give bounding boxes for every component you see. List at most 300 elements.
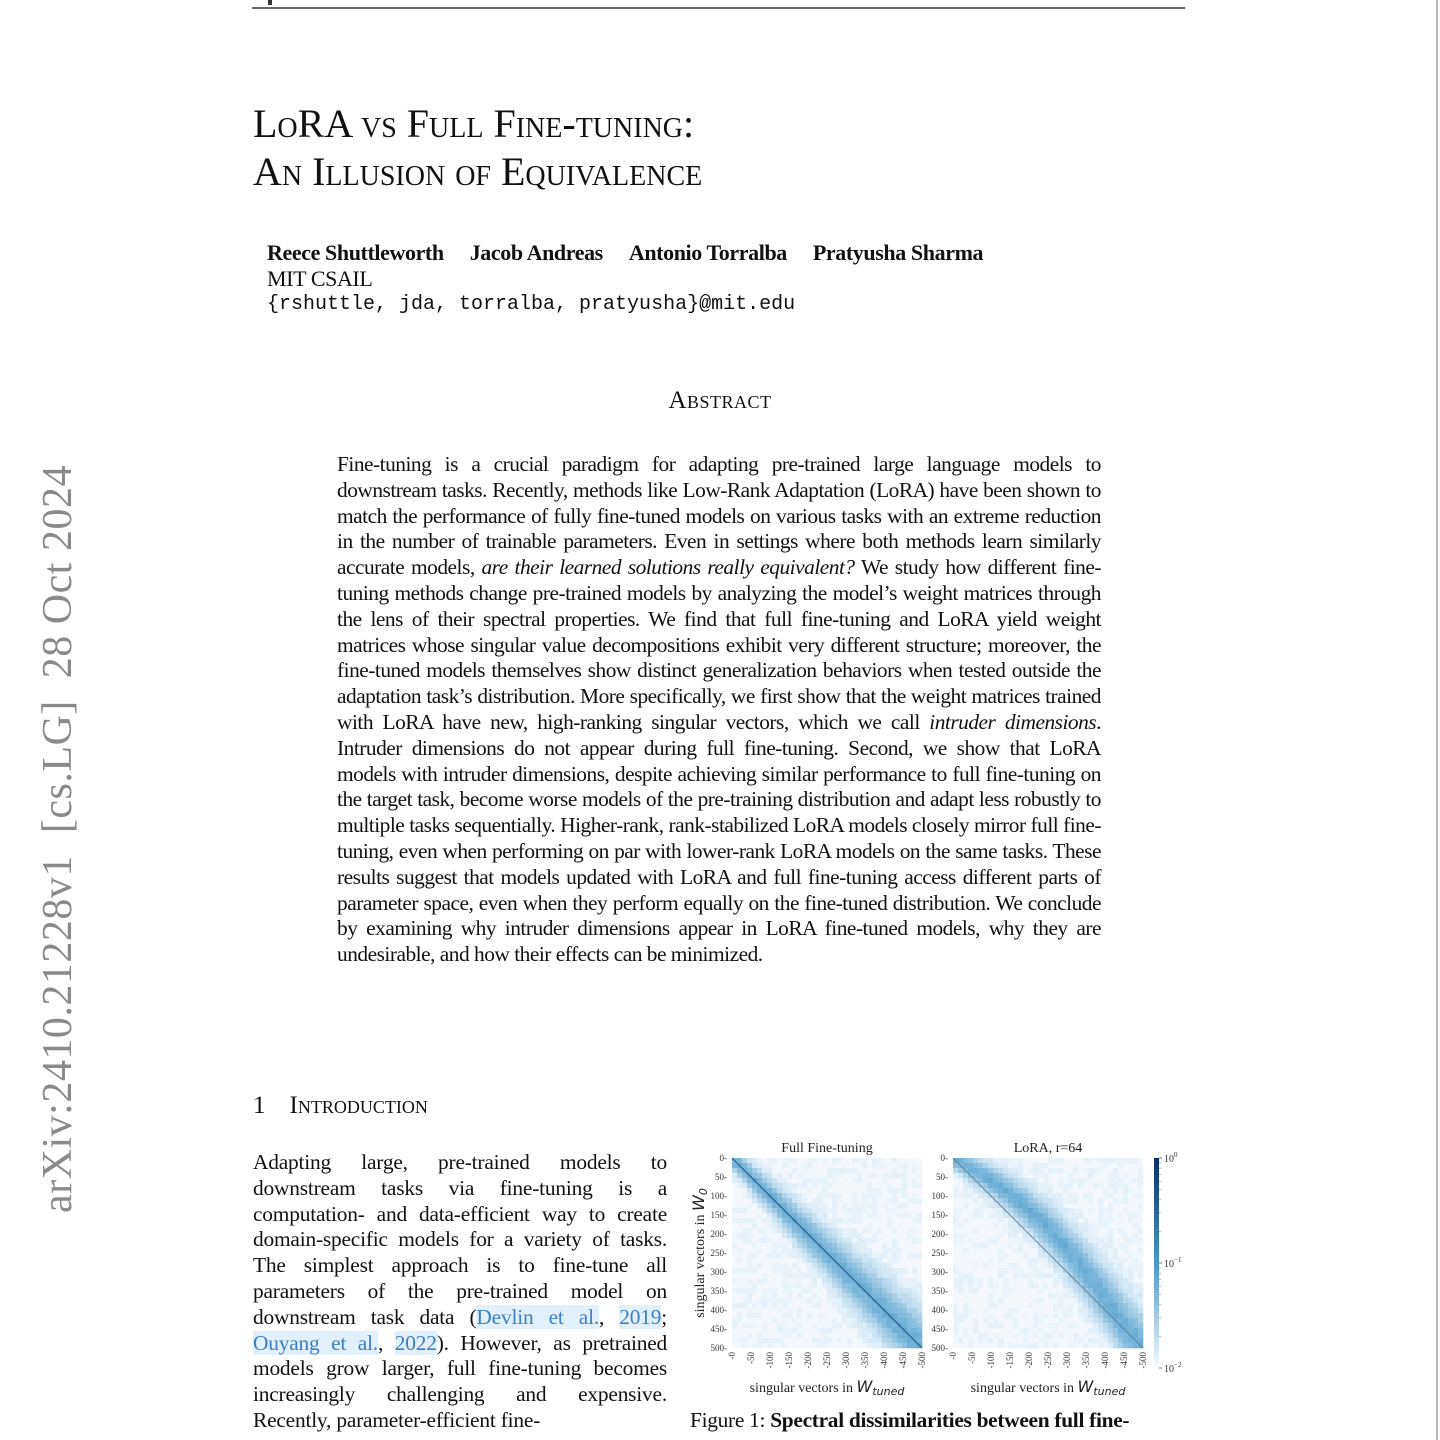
heatmap-cell bbox=[1108, 1258, 1113, 1263]
heatmap-cell bbox=[877, 1193, 882, 1198]
heatmap-cell bbox=[832, 1228, 837, 1233]
heatmap-cell bbox=[882, 1303, 887, 1308]
heatmap-cell bbox=[1033, 1218, 1038, 1223]
heatmap-cell bbox=[902, 1298, 907, 1303]
heatmap-cell bbox=[867, 1238, 872, 1243]
heatmap-cell bbox=[1068, 1293, 1073, 1298]
heatmap-cell bbox=[1028, 1328, 1033, 1333]
heatmap-cell bbox=[897, 1188, 902, 1193]
heatmap-cell bbox=[1058, 1273, 1063, 1278]
heatmap-cell bbox=[1053, 1233, 1058, 1238]
heatmap-cell bbox=[777, 1323, 782, 1328]
heatmap-cell bbox=[842, 1303, 847, 1308]
heatmap-cell bbox=[963, 1178, 968, 1183]
heatmap-cell bbox=[988, 1303, 993, 1308]
heatmap-cell bbox=[847, 1338, 852, 1343]
heatmap-cell bbox=[1053, 1228, 1058, 1233]
heatmap-cell bbox=[762, 1293, 767, 1298]
heatmap-cell bbox=[852, 1288, 857, 1293]
heatmap-cell bbox=[842, 1218, 847, 1223]
heatmap-cell bbox=[832, 1288, 837, 1293]
heatmap-cell bbox=[767, 1253, 772, 1258]
heatmap-cell bbox=[742, 1183, 747, 1188]
y-tick-label: 250- bbox=[931, 1248, 948, 1258]
heatmap-cell bbox=[1058, 1333, 1063, 1338]
heatmap-cell bbox=[807, 1213, 812, 1218]
heatmap-cell bbox=[1118, 1268, 1123, 1273]
heatmap-cell bbox=[847, 1233, 852, 1238]
heatmap-cell bbox=[1078, 1248, 1083, 1253]
heatmap-cell bbox=[1098, 1343, 1103, 1348]
heatmap-cell bbox=[953, 1283, 958, 1288]
heatmap-cell bbox=[817, 1218, 822, 1223]
heatmap-cell bbox=[1118, 1338, 1123, 1343]
heatmap-cell bbox=[1083, 1303, 1088, 1308]
heatmap-cell bbox=[1013, 1263, 1018, 1268]
x-tick-label: -150 bbox=[784, 1352, 794, 1369]
heatmap-cell bbox=[1058, 1158, 1063, 1163]
heatmap-cell bbox=[1133, 1193, 1138, 1198]
heatmap-cell bbox=[963, 1158, 968, 1163]
heatmap-cell bbox=[1113, 1173, 1118, 1178]
heatmap-cell bbox=[973, 1173, 978, 1178]
heatmap-cell bbox=[1123, 1258, 1128, 1263]
heatmap-cell bbox=[1098, 1223, 1103, 1228]
colorbar-tick-exponent: −1 bbox=[1174, 1256, 1182, 1264]
heatmap-cell bbox=[1113, 1183, 1118, 1188]
heatmap-cell bbox=[797, 1333, 802, 1338]
heatmap-cell bbox=[1053, 1198, 1058, 1203]
heatmap-cell bbox=[1103, 1323, 1108, 1328]
heatmap-cell bbox=[1093, 1308, 1098, 1313]
heatmap-cell bbox=[732, 1323, 737, 1328]
heatmap-cell bbox=[1093, 1223, 1098, 1228]
heatmap-cell bbox=[797, 1203, 802, 1208]
heatmap-cell bbox=[1098, 1263, 1103, 1268]
heatmap-cell bbox=[1023, 1338, 1028, 1343]
section-title: Introduction bbox=[289, 1092, 428, 1119]
heatmap-cell bbox=[1023, 1208, 1028, 1213]
y-tick-label: 100- bbox=[931, 1191, 948, 1201]
heatmap-cell bbox=[1018, 1183, 1023, 1188]
heatmap-cell bbox=[1128, 1323, 1133, 1328]
author: Reece Shuttleworth bbox=[267, 240, 444, 265]
heatmap-cell bbox=[1053, 1268, 1058, 1273]
y-tick-label: 500- bbox=[931, 1343, 948, 1353]
heatmap-cell bbox=[892, 1208, 897, 1213]
heatmap-cell bbox=[747, 1158, 752, 1163]
heatmap-cell bbox=[958, 1338, 963, 1343]
heatmap-cell bbox=[1038, 1328, 1043, 1333]
heatmap-cell bbox=[852, 1268, 857, 1273]
heatmap-cell bbox=[1123, 1333, 1128, 1338]
heatmap-cell bbox=[772, 1318, 777, 1323]
heatmap-cell bbox=[953, 1263, 958, 1268]
heatmap-cell bbox=[837, 1288, 842, 1293]
heatmap-cell bbox=[742, 1268, 747, 1273]
heatmap-cell bbox=[862, 1243, 867, 1248]
heatmap-cell bbox=[1063, 1223, 1068, 1228]
heatmap-cell bbox=[812, 1213, 817, 1218]
heatmap-cell bbox=[1043, 1233, 1048, 1238]
heatmap-cell bbox=[897, 1213, 902, 1218]
heatmap-cell bbox=[782, 1213, 787, 1218]
heatmap-cell bbox=[897, 1268, 902, 1273]
heatmap-cell bbox=[1028, 1178, 1033, 1183]
heatmap-cell bbox=[892, 1343, 897, 1348]
heatmap-cell bbox=[802, 1203, 807, 1208]
heatmap-cell bbox=[897, 1318, 902, 1323]
heatmap-cell bbox=[877, 1288, 882, 1293]
y-tick-label: 450- bbox=[710, 1324, 727, 1334]
heatmap-cell bbox=[1133, 1293, 1138, 1298]
heatmap-cell bbox=[1128, 1338, 1133, 1343]
heatmap-cell bbox=[993, 1213, 998, 1218]
heatmap-cell bbox=[1003, 1168, 1008, 1173]
heatmap-cell bbox=[1093, 1313, 1098, 1318]
heatmap-cell bbox=[772, 1203, 777, 1208]
heatmap-cell bbox=[1118, 1243, 1123, 1248]
heatmap-cell bbox=[1063, 1213, 1068, 1218]
heatmap-cell bbox=[1098, 1323, 1103, 1328]
heatmap-cell bbox=[812, 1178, 817, 1183]
heatmap-cell bbox=[842, 1298, 847, 1303]
heatmap-cell bbox=[847, 1243, 852, 1248]
heatmap-cell bbox=[968, 1288, 973, 1293]
heatmap-cell bbox=[812, 1218, 817, 1223]
heatmap-cell bbox=[802, 1233, 807, 1238]
heatmap-cell bbox=[732, 1233, 737, 1238]
heatmap-cell bbox=[1038, 1273, 1043, 1278]
heatmap-cell bbox=[1058, 1178, 1063, 1183]
heatmap-cell bbox=[882, 1273, 887, 1278]
heatmap-cell bbox=[897, 1273, 902, 1278]
heatmap-cell bbox=[917, 1253, 922, 1258]
heatmap-cell bbox=[792, 1208, 797, 1213]
heatmap-cell bbox=[1048, 1208, 1053, 1213]
heatmap-cell bbox=[953, 1213, 958, 1218]
heatmap-cell bbox=[1008, 1228, 1013, 1233]
heatmap-cell bbox=[963, 1218, 968, 1223]
heatmap-cell bbox=[1008, 1193, 1013, 1198]
heatmap-cell bbox=[862, 1273, 867, 1278]
heatmap-cell bbox=[847, 1303, 852, 1308]
heatmap-cell bbox=[832, 1208, 837, 1213]
heatmap-cell bbox=[1023, 1218, 1028, 1223]
heatmap-cell bbox=[882, 1268, 887, 1273]
heatmap-cell bbox=[1078, 1253, 1083, 1258]
heatmap-cell bbox=[882, 1333, 887, 1338]
heatmap-cell bbox=[1068, 1303, 1073, 1308]
colorbar-tick-label: $10^0$ bbox=[1164, 1151, 1178, 1165]
heatmap-cell bbox=[842, 1168, 847, 1173]
heatmap-cell bbox=[787, 1328, 792, 1333]
heatmap-cell bbox=[827, 1183, 832, 1188]
heatmap-cell bbox=[817, 1228, 822, 1233]
heatmap-cell bbox=[1068, 1218, 1073, 1223]
heatmap-cell bbox=[1123, 1268, 1128, 1273]
heatmap-cell bbox=[812, 1208, 817, 1213]
heatmap-cell bbox=[1013, 1213, 1018, 1218]
heatmap-cell bbox=[877, 1308, 882, 1313]
heatmap-cell bbox=[1008, 1178, 1013, 1183]
heatmap-cell bbox=[902, 1343, 907, 1348]
heatmap-cell bbox=[1108, 1278, 1113, 1283]
heatmap-cell bbox=[1028, 1238, 1033, 1243]
heatmap-cell bbox=[852, 1203, 857, 1208]
heatmap-cell bbox=[867, 1308, 872, 1313]
heatmap-cell bbox=[787, 1218, 792, 1223]
heatmap-cell bbox=[822, 1178, 827, 1183]
heatmap-cell bbox=[1033, 1243, 1038, 1248]
heatmap-cell bbox=[787, 1308, 792, 1313]
heatmap-cell bbox=[782, 1298, 787, 1303]
heatmap-cell bbox=[1128, 1178, 1133, 1183]
heatmap-cell bbox=[837, 1168, 842, 1173]
heatmap-cell bbox=[1008, 1308, 1013, 1313]
heatmap-cell bbox=[767, 1158, 772, 1163]
heatmap-cell bbox=[1138, 1313, 1143, 1318]
heatmap-cell bbox=[792, 1328, 797, 1333]
heatmap-cell bbox=[1043, 1198, 1048, 1203]
heatmap-cell bbox=[787, 1248, 792, 1253]
heatmap-cell bbox=[837, 1293, 842, 1298]
x-tick-label: -450 bbox=[1119, 1352, 1129, 1369]
heatmap-cell bbox=[1128, 1263, 1133, 1268]
heatmap-cell bbox=[1038, 1193, 1043, 1198]
heatmap-cell bbox=[867, 1253, 872, 1258]
heatmap-cell bbox=[902, 1308, 907, 1313]
heatmap-cell bbox=[1083, 1313, 1088, 1318]
heatmap-cell bbox=[762, 1168, 767, 1173]
heatmap-cell bbox=[862, 1333, 867, 1338]
heatmap-cell bbox=[1123, 1198, 1128, 1203]
heatmap-cell bbox=[857, 1303, 862, 1308]
heatmap-cell bbox=[1098, 1268, 1103, 1273]
heatmap-cell bbox=[1043, 1208, 1048, 1213]
heatmap-cell bbox=[742, 1178, 747, 1183]
heatmap-cell bbox=[1058, 1268, 1063, 1273]
heatmap-cell bbox=[1093, 1258, 1098, 1263]
heatmap-cell bbox=[877, 1283, 882, 1288]
heatmap-cell bbox=[862, 1198, 867, 1203]
heatmap-cell bbox=[1108, 1288, 1113, 1293]
heatmap-cell bbox=[732, 1208, 737, 1213]
heatmap-cell bbox=[872, 1233, 877, 1238]
heatmap-cell bbox=[958, 1193, 963, 1198]
heatmap-cell bbox=[993, 1238, 998, 1243]
heatmap-cell bbox=[857, 1258, 862, 1263]
heatmap-cell bbox=[1128, 1283, 1133, 1288]
heatmap-cell bbox=[877, 1343, 882, 1348]
citation-year-link[interactable]: 2019 bbox=[619, 1304, 662, 1329]
heatmap-cell bbox=[998, 1158, 1003, 1163]
heatmap-cell bbox=[812, 1223, 817, 1228]
heatmap-cell bbox=[1028, 1188, 1033, 1193]
heatmap-cell bbox=[737, 1208, 742, 1213]
heatmap-cell bbox=[782, 1283, 787, 1288]
colorbar bbox=[1154, 1158, 1159, 1368]
heatmap-cell bbox=[887, 1293, 892, 1298]
heatmap-cell bbox=[968, 1193, 973, 1198]
heatmap-cell bbox=[772, 1213, 777, 1218]
heatmap-cell bbox=[822, 1238, 827, 1243]
page-edge bbox=[1436, 0, 1438, 1440]
heatmap-cell bbox=[1058, 1303, 1063, 1308]
heatmap-cell bbox=[742, 1303, 747, 1308]
heatmap-cell bbox=[747, 1288, 752, 1293]
heatmap-cell bbox=[867, 1283, 872, 1288]
abstract-text: . Intruder dimensions do not appear during full fine-tuning. Second, we show that LoRA models with intruder dimensions, despite achieving similar performance to full fine-tuning on the target task, become worse models of the pre-training distribution and adapt less robustly to multiple tasks sequentially. Higher-rank, rank-stabilized LoRA models closely mirror full fine-tuning, even when performing on par with lower-rank LoRA models on the same tasks. These results suggest that models updated with LoRA and full fine-tuning access different parts of parameter space, even when they perform equally on the fine-tuned distribution. We conclude by examining why intruder dimensions appear in LoRA fine-tuned models, why they are undesirable, and how their effects can be minimized. bbox=[337, 709, 1101, 967]
heatmap-cell bbox=[772, 1173, 777, 1178]
heatmap-cell bbox=[822, 1333, 827, 1338]
heatmap-cell bbox=[1028, 1243, 1033, 1248]
heatmap-cell bbox=[968, 1278, 973, 1283]
heatmap-cell bbox=[1003, 1198, 1008, 1203]
heatmap-cell bbox=[842, 1208, 847, 1213]
heatmap-cell bbox=[902, 1303, 907, 1308]
heatmap-cell bbox=[1053, 1283, 1058, 1288]
heatmap-cell bbox=[1003, 1288, 1008, 1293]
heatmap-cell bbox=[887, 1183, 892, 1188]
heatmap-cell bbox=[1083, 1308, 1088, 1313]
heatmap-cell bbox=[862, 1298, 867, 1303]
heatmap-cell bbox=[837, 1238, 842, 1243]
heatmap-cell bbox=[812, 1183, 817, 1188]
heatmap-cell bbox=[1073, 1208, 1078, 1213]
heatmap-cell bbox=[1128, 1318, 1133, 1323]
heatmap-cell bbox=[852, 1298, 857, 1303]
heatmap-cell bbox=[1113, 1328, 1118, 1333]
heatmap-cell bbox=[882, 1323, 887, 1328]
heatmap-cell bbox=[1028, 1183, 1033, 1188]
heatmap-cell bbox=[1103, 1343, 1108, 1348]
heatmap-cell bbox=[1068, 1208, 1073, 1213]
heatmap-cell bbox=[1028, 1223, 1033, 1228]
heatmap-cell bbox=[1093, 1328, 1098, 1333]
heatmap-cell bbox=[817, 1263, 822, 1268]
heatmap-cell bbox=[782, 1203, 787, 1208]
heatmap-cell bbox=[1083, 1268, 1088, 1273]
heatmap-cell bbox=[1013, 1188, 1018, 1193]
heatmap-cell bbox=[1103, 1288, 1108, 1293]
heatmap-cell bbox=[912, 1163, 917, 1168]
heatmap-cell bbox=[1123, 1288, 1128, 1293]
heatmap-cell bbox=[867, 1213, 872, 1218]
citation-link[interactable]: Devlin et al. bbox=[476, 1304, 599, 1329]
heatmap-cell bbox=[1113, 1338, 1118, 1343]
heatmap-cell bbox=[797, 1198, 802, 1203]
heatmap-cell bbox=[872, 1213, 877, 1218]
heatmap-cell bbox=[797, 1238, 802, 1243]
heatmap-cell bbox=[847, 1228, 852, 1233]
heatmap-cell bbox=[917, 1238, 922, 1243]
citation-link[interactable]: Ouyang et al. bbox=[253, 1330, 378, 1355]
heatmap-cell bbox=[988, 1163, 993, 1168]
heatmap-cell bbox=[1068, 1183, 1073, 1188]
heatmap-cell bbox=[757, 1203, 762, 1208]
heatmap-cell bbox=[1023, 1223, 1028, 1228]
heatmap-cell bbox=[998, 1163, 1003, 1168]
heatmap-cell bbox=[887, 1303, 892, 1308]
heatmap-cell bbox=[1123, 1243, 1128, 1248]
heatmap-cell bbox=[902, 1163, 907, 1168]
heatmap-cell bbox=[742, 1193, 747, 1198]
heatmap-cell bbox=[732, 1303, 737, 1308]
heatmap-cell bbox=[1033, 1228, 1038, 1233]
heatmap-cell bbox=[988, 1283, 993, 1288]
heatmap-cell bbox=[1028, 1228, 1033, 1233]
heatmap-cell bbox=[747, 1183, 752, 1188]
heatmap-cell bbox=[1103, 1328, 1108, 1333]
heatmap-cell bbox=[807, 1158, 812, 1163]
heatmap-cell bbox=[762, 1338, 767, 1343]
x-tick-label: -300 bbox=[841, 1352, 851, 1369]
heatmap-cell bbox=[1123, 1248, 1128, 1253]
citation-year-link[interactable]: 2022 bbox=[394, 1330, 437, 1355]
heatmap-cell bbox=[882, 1283, 887, 1288]
heatmap-cell bbox=[1053, 1308, 1058, 1313]
heatmap-cell bbox=[1113, 1343, 1118, 1348]
heatmap-cell bbox=[1123, 1173, 1128, 1178]
heatmap-cell bbox=[807, 1273, 812, 1278]
heatmap-cell bbox=[737, 1318, 742, 1323]
heatmap-cell bbox=[807, 1283, 812, 1288]
heatmap-cell bbox=[1028, 1343, 1033, 1348]
heatmap-cell bbox=[1078, 1288, 1083, 1293]
heatmap-cell bbox=[1123, 1293, 1128, 1298]
heatmap-cell bbox=[787, 1198, 792, 1203]
heatmap-cell bbox=[1043, 1193, 1048, 1198]
heatmap-cell bbox=[827, 1233, 832, 1238]
heatmap-cell bbox=[1113, 1283, 1118, 1288]
heatmap-cell bbox=[1128, 1188, 1133, 1193]
heatmap-cell bbox=[1088, 1248, 1093, 1253]
heatmap-cell bbox=[998, 1208, 1003, 1213]
heatmap-cell bbox=[902, 1278, 907, 1283]
arxiv-id[interactable]: arXiv:2410.21228v1 bbox=[35, 855, 81, 1213]
heatmap-cell bbox=[1043, 1178, 1048, 1183]
heatmap-cell bbox=[1093, 1278, 1098, 1283]
heatmap-cell bbox=[747, 1178, 752, 1183]
heatmap-cell bbox=[1003, 1173, 1008, 1178]
x-tick-label: -250 bbox=[1043, 1352, 1053, 1369]
heatmap-cell bbox=[1138, 1268, 1143, 1273]
heatmap-cell bbox=[1078, 1208, 1083, 1213]
heatmap-cell bbox=[1123, 1193, 1128, 1198]
heatmap-cell bbox=[852, 1273, 857, 1278]
heatmap-cell bbox=[762, 1298, 767, 1303]
heatmap-cell bbox=[797, 1278, 802, 1283]
heatmap-cell bbox=[857, 1158, 862, 1163]
heatmap-cell bbox=[1118, 1328, 1123, 1333]
title-line-1: LoRA vs Full Fine-tuning: bbox=[253, 101, 695, 146]
heatmap-cell bbox=[1113, 1273, 1118, 1278]
heatmap-cell bbox=[1053, 1328, 1058, 1333]
heatmap-cell bbox=[1043, 1188, 1048, 1193]
heatmap-cell bbox=[1048, 1218, 1053, 1223]
heatmap-cell bbox=[882, 1313, 887, 1318]
heatmap-cell bbox=[892, 1243, 897, 1248]
heatmap-cell bbox=[902, 1193, 907, 1198]
heatmap-cell bbox=[1073, 1338, 1078, 1343]
heatmap-cell bbox=[1023, 1173, 1028, 1178]
heatmap-cell bbox=[1073, 1288, 1078, 1293]
heatmap-cell bbox=[1088, 1268, 1093, 1273]
heatmap-cell bbox=[1108, 1213, 1113, 1218]
heatmap-cell bbox=[973, 1208, 978, 1213]
heatmap-cell bbox=[862, 1328, 867, 1333]
